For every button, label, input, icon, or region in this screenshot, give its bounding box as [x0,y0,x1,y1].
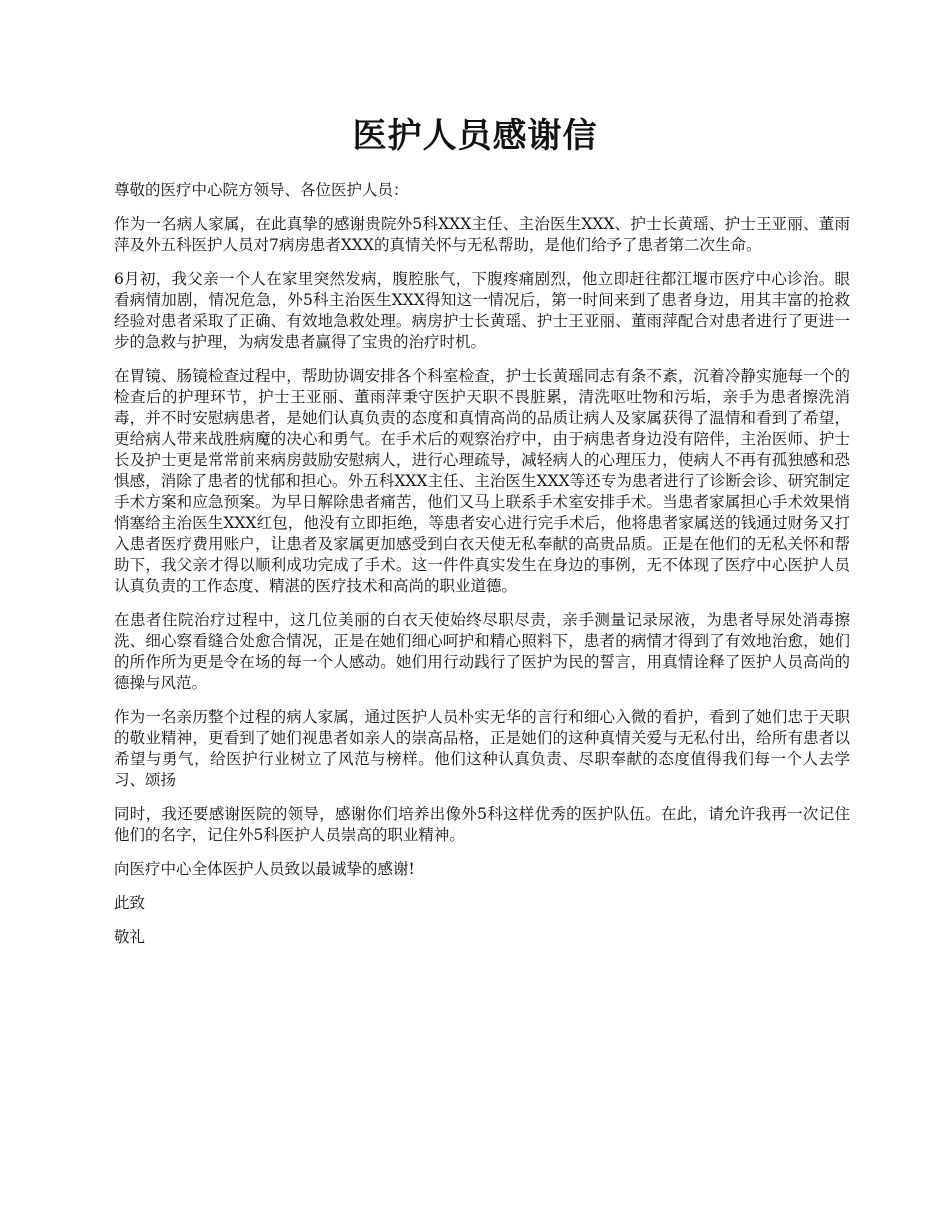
paragraph-onset: 6月初，我父亲一个人在家里突然发病，腹腔胀气，下腹疼痛剧烈，他立即赶往都江堰市医疗中心诊治。眼看病情加剧，情况危急，外5科主治医生XXX得知这一情况后，第一时间来到了患者身边，用其丰富的抢救经验对患者采取了正确、有效地急救处理。病房护士长黄瑶、护士王亚丽、董雨萍配合对患者进行了更进一步的急救与护理，为病发患者赢得了宝贵的治疗时机。 [114,270,850,351]
paragraph-care: 在患者住院治疗过程中，这几位美丽的白衣天使始终尽职尽责，亲手测量记录尿液，为患者导尿处消毒擦洗、细心察看缝合处愈合情况，正是在她们细心呵护和精心照料下，患者的病情才得到了有效地治愈，她们的所作所为更是令在场的每一个人感动。她们用行动践行了医护为民的誓言，用真情诠释了医护人员高尚的德操与风范。 [114,611,850,692]
paragraph-reflection: 作为一名亲历整个过程的病人家属，通过医护人员朴实无华的言行和细心入微的看护，看到了她们忠于天职的敬业精神，更看到了她们视患者如亲人的崇高品格，正是她们的这种真情关爱与无私付出，给所有患者以希望与勇气，给医护行业树立了风范与榜样。他们这种认真负责、尽职奉献的态度值得我们每一个人去学习、颂扬 [114,708,850,789]
paragraph-intro: 作为一名病人家属，在此真挚的感谢贵院外5科XXX主任、主治医生XXX、护士长黄瑶、护士王亚丽、董雨萍及外五科医护人员对7病房患者XXX的真情关怀与无私帮助，是他们给予了患者第二次生命。 [114,215,850,254]
closing-line-2: 敬礼 [114,928,146,946]
page-title: 医护人员感谢信 [352,116,598,156]
salutation: 尊敬的医疗中心院方领导、各位医护人员： [114,181,409,199]
letter-body [114,180,850,961]
paragraph-final-thanks: 向医疗中心全体医护人员致以最诚挚的感谢! [114,860,415,878]
paragraph-thanks-leadership: 同时，我还要感谢医院的领导，感谢你们培养出像外5科这样优秀的医护队伍。在此，请允许我再一次记住他们的名字，记住外5科医护人员崇高的职业精神。 [114,805,850,844]
closing-line-1: 此致 [114,894,146,912]
paragraph-treatment: 在胃镜、肠镜检查过程中，帮助协调安排各个科室检查，护士长黄瑶同志有条不紊，沉着冷静实施每一个的检查后的护理环节，护士王亚丽、董雨萍秉守医护天职不畏脏累，清洗呕吐物和污垢，亲手为患者擦洗消毒，并不时安慰病患者，是她们认真负责的态度和真情高尚的品质让病人及家属获得了温情和看到了希望，更给病人带来战胜病魔的决心和勇气。在手术后的观察治疗中，由于病患者身边没有陪伴，主治医师、护士长及护士更是常常前来病房鼓励安慰病人，进行心理疏导，减轻病人的心理压力，使病人不再有孤独感和恐惧感，消除了患者的忧郁和担心。外五科XXX主任、主治医生XXX等还专为患者进行了诊断会诊、研究制定手术方案和应急预案。为早日解除患者痛苦，他们又马上联系手术室安排手术。当患者家属担心手术效果悄悄塞给主治医生XXX红包，他没有立即拒绝，等患者安心进行完手术后，他将患者家属送的钱通过财务又打入患者医疗费用账户，让患者及家属更加感受到白衣天使无私奉献的高贵品质。正是在他们的无私关怀和帮助下，我父亲才得以顺利成功完成了手术。这一件件真实发生在身边的事例，无不体现了医疗中心医护人员认真负责的工作态度、精湛的医疗技术和高尚的职业道德。 [114,367,850,595]
